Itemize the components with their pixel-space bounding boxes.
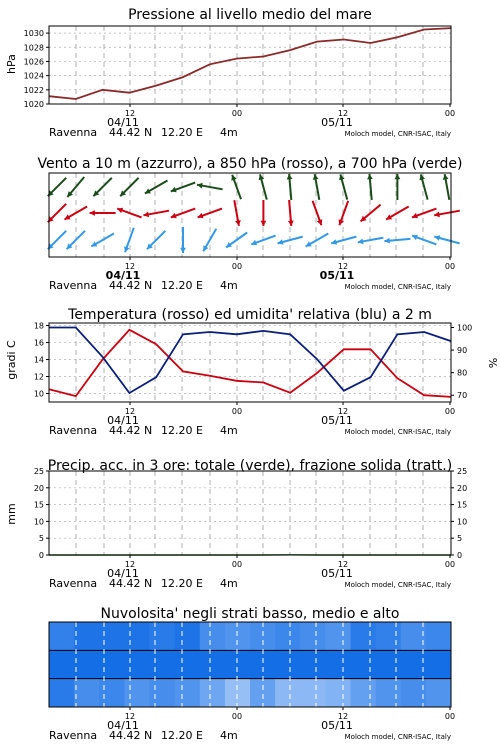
cloud-cell-medio-3 [124,650,150,678]
cloud-date-label-1: 05/11 [321,719,353,732]
precip-xtick-label-3: 00 [444,560,456,569]
cloud-cell-medio-14 [401,650,427,678]
cloud-location-lon: 12.20 E [161,729,203,742]
precip-right-y2tick-label-1: 5 [457,534,463,544]
precip-ytick-label-1: 5 [38,534,44,544]
pressure-location-alt: 4m [220,126,238,139]
precip-xtick-label-1: 00 [231,560,243,569]
cloud-cell-basso-9 [275,679,301,707]
cloud-cell-medio-7 [225,650,251,678]
cloud-xtick-label-2: 12 [337,712,349,721]
cloud-cell-alto-5 [175,622,201,650]
cloud-model-credit: Moloch model, CNR-ISAC, Italy [344,733,451,741]
cloud-cell-alto-12 [351,622,377,650]
precip-location-lat: 44.42 N [109,577,153,590]
humidity-y2tick-label-1: 80 [457,368,468,378]
precip-xtick-label-0: 12 [124,560,136,569]
wind700-arrowhead-13 [395,174,401,179]
temperature-xtick-label-3: 00 [444,407,456,416]
cloud-xtick-label-0: 12 [124,712,136,721]
cloud-location-alt: 4m [220,729,238,742]
temperature-ytick-label-3: 16 [33,338,44,348]
cloud-location-name: Ravenna [49,729,98,742]
wind700-arrowhead-9 [287,174,293,180]
precip-model-credit: Moloch model, CNR-ISAC, Italy [344,581,451,589]
temperature-model-credit: Moloch model, CNR-ISAC, Italy [344,428,451,436]
humidity-y2tick-label-3: 100 [457,323,473,333]
cloud-cell-medio-9 [275,650,301,678]
precip-frame [49,471,451,555]
cloud-cell-alto-15 [426,622,452,650]
cloud-cell-alto-10 [300,622,326,650]
cloud-cell-alto-11 [325,622,351,650]
temperature-date-label-0: 04/11 [107,414,139,427]
cloud-cell-medio-6 [200,650,226,678]
wind700-arrowhead-12 [367,174,373,180]
cloud-location-lat: 44.42 N [109,729,153,742]
cloud-cell-basso-6 [200,679,226,707]
cloud-date-label-0: 04/11 [107,719,139,732]
wind-model-credit: Moloch model, CNR-ISAC, Italy [344,283,451,291]
cloud-cell-basso-2 [99,679,125,707]
cloud-cell-alto-13 [376,622,402,650]
wind-location-alt: 4m [220,279,238,292]
precip-right-y2tick-label-5: 25 [457,467,468,476]
cloud-xtick-label-1: 00 [231,712,243,721]
pressure-xtick-label-0: 12 [124,109,136,118]
precip-ylabel: mm [5,503,18,525]
wind-chart-title: Vento a 10 m (azzurro), a 850 hPa (rosso), a 700 hPa (verde) [37,156,463,172]
temperature-xtick-label-1: 00 [231,407,243,416]
temperature-ylabel: gradi C [5,340,18,380]
cloud-cell-alto-1 [74,622,100,650]
temperature-xtick-label-0: 12 [124,407,136,416]
temperature-location-lon: 12.20 E [161,424,203,437]
temperature-ytick-label-4: 18 [33,321,44,331]
wind850-arrowhead-8 [261,221,267,226]
pressure-ylabel: hPa [5,54,18,74]
cloud-cell-basso-5 [175,679,201,707]
cloud-cell-alto-2 [99,622,125,650]
pressure-location-lon: 12.20 E [161,126,203,139]
cloud-cell-basso-12 [351,679,377,707]
pressure-location-name: Ravenna [49,126,98,139]
cloud-cell-alto-6 [200,622,226,650]
pressure-ytick-label-0: 1020 [23,100,44,109]
cloud-cell-medio-4 [150,650,176,678]
pressure-xtick-label-3: 00 [444,109,456,118]
precip-right-y2tick-label-4: 20 [457,483,468,493]
pressure-ytick-label-2: 1024 [23,71,44,81]
cloud-cell-basso-0 [49,679,75,707]
precip-ytick-label-5: 25 [33,467,44,476]
precip-date-label-0: 04/11 [107,567,139,580]
wind-location-lat: 44.42 N [109,279,153,292]
cloud-cell-medio-12 [351,650,377,678]
cloud-cell-basso-14 [401,679,427,707]
cloud-cell-medio-8 [250,650,276,678]
precip-ytick-label-3: 15 [33,500,44,510]
temperature-location-name: Ravenna [49,424,98,437]
temperature-line [49,330,451,397]
wind-xtick-label-2: 12 [337,262,349,271]
wind-xtick-label-3: 00 [444,262,456,271]
wind850-arrowhead-9 [288,221,294,227]
pressure-ytick-label-3: 1026 [23,57,44,67]
temperature-date-label-1: 05/11 [321,414,353,427]
precip-date-label-1: 05/11 [321,567,353,580]
pressure-date-label-0: 04/11 [107,116,139,129]
cloud-cell-basso-7 [225,679,251,707]
wind10m-arrowhead-5 [180,248,186,253]
wind-frame [49,173,451,257]
cloud-cell-basso-11 [325,679,351,707]
cloud-cell-basso-3 [124,679,150,707]
cloud-cell-basso-10 [300,679,326,707]
wind10m-arrowhead-13 [384,238,390,244]
precip-ytick-label-4: 20 [33,483,44,493]
temperature-frame [49,323,451,402]
temperature-ytick-label-2: 14 [33,355,44,365]
cloud-cell-alto-4 [150,622,176,650]
cloud-cell-medio-5 [175,650,201,678]
precip-right-y2tick-label-2: 10 [457,517,468,527]
wind-location-name: Ravenna [49,279,98,292]
temperature-ytick-label-1: 12 [33,372,44,382]
pressure-ytick-label-4: 1028 [23,43,44,53]
cloud-cell-medio-11 [325,650,351,678]
cloud-cell-medio-1 [74,650,100,678]
wind-date-label-0: 04/11 [105,269,141,282]
cloud-cell-alto-3 [124,622,150,650]
cloud-cell-basso-4 [150,679,176,707]
temperature-xtick-label-2: 12 [337,407,349,416]
cloud-cell-alto-0 [49,622,75,650]
pressure-line [49,28,451,99]
temperature-chart-title: Temperatura (rosso) ed umidita' relativa (blu) a 2 m [68,307,432,323]
pressure-model-credit: Moloch model, CNR-ISAC, Italy [344,130,451,138]
pressure-chart-title: Pressione al livello medio del mare [128,7,372,23]
cloud-cell-medio-0 [49,650,75,678]
cloud-cell-alto-7 [225,622,251,650]
precip-right-y2tick-label-3: 15 [457,500,468,510]
precip-xtick-label-2: 12 [337,560,349,569]
humidity-y2tick-label-2: 90 [457,346,468,356]
temperature-location-lat: 44.42 N [109,424,153,437]
pressure-ytick-label-5: 1030 [23,29,44,39]
temperature-ytick-label-0: 10 [33,389,44,399]
cloud-cell-medio-13 [376,650,402,678]
cloud-cell-alto-9 [275,622,301,650]
precip-chart-title: Precip. acc. in 3 ore: totale (verde), frazione solida (tratt.) [47,458,453,474]
wind850-arrowhead-2 [90,210,95,216]
pressure-xtick-label-2: 12 [337,109,349,118]
precip-location-name: Ravenna [49,577,98,590]
cloud-cell-basso-13 [376,679,402,707]
precip-location-alt: 4m [220,577,238,590]
wind-xtick-label-0: 12 [124,262,136,271]
humidity-y2tick-label-0: 70 [457,391,468,401]
wind-xtick-label-1: 00 [231,262,243,271]
pressure-ytick-label-1: 1022 [23,85,44,95]
pressure-xtick-label-1: 00 [231,109,243,118]
precip-location-lon: 12.20 E [161,577,203,590]
humidity-line [49,328,451,394]
precip-right-y2tick-label-0: 0 [457,551,463,560]
wind-location-lon: 12.20 E [161,279,203,292]
pressure-location-lat: 44.42 N [109,126,153,139]
precip-ytick-label-2: 10 [33,517,44,527]
humidity-ylabel: % [486,357,499,369]
temperature-location-alt: 4m [220,424,238,437]
cloud-cell-basso-15 [426,679,452,707]
wind-date-label-1: 05/11 [319,269,355,282]
precip-ytick-label-0: 0 [38,551,44,560]
cloud-cell-medio-2 [99,650,125,678]
cloud-chart-title: Nuvolosita' negli strati basso, medio e alto [100,606,400,622]
pressure-frame [49,26,451,104]
cloud-xtick-label-3: 00 [444,712,456,721]
cloud-cell-basso-8 [250,679,276,707]
cloud-cell-medio-15 [426,650,452,678]
cloud-cell-basso-1 [74,679,100,707]
cloud-cell-medio-10 [300,650,326,678]
pressure-date-label-1: 05/11 [321,116,353,129]
